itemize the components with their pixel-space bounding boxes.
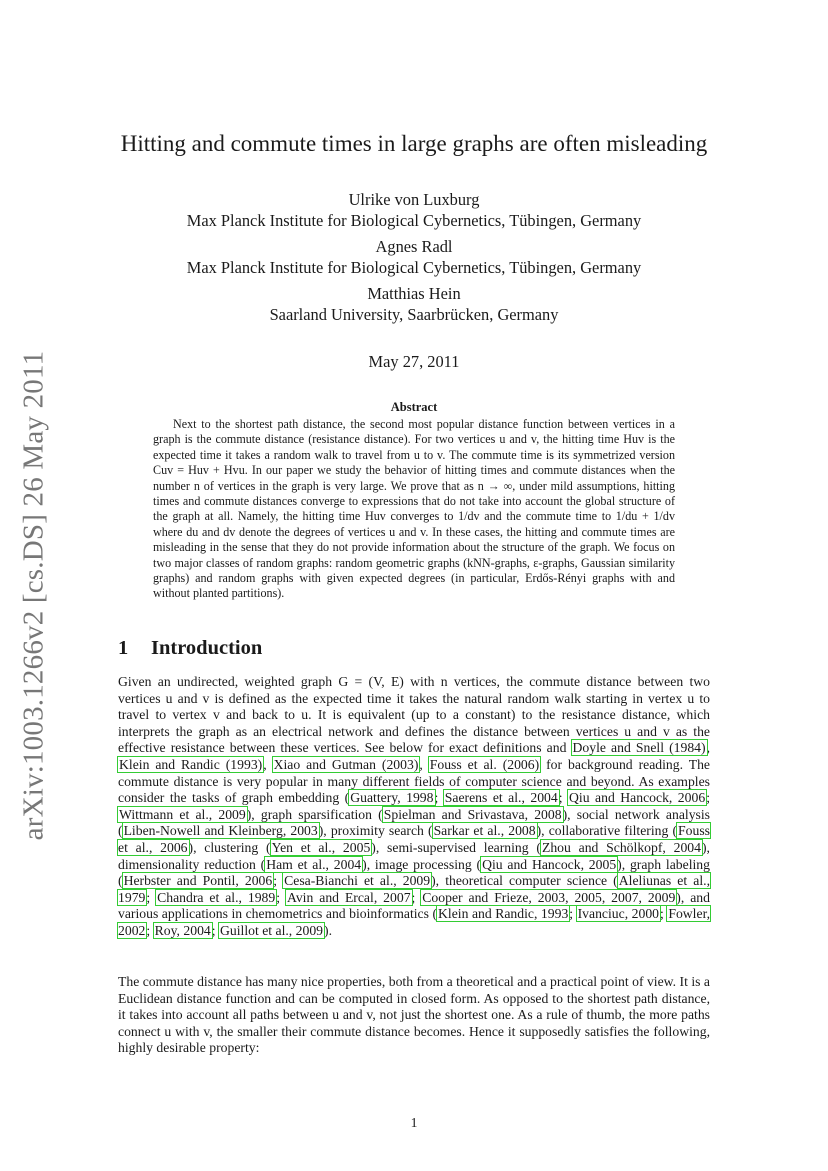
citation-link[interactable]: Aleliunas et al., 1979	[118, 873, 710, 905]
citation-link[interactable]: Yen et al., 2005	[271, 839, 371, 855]
citation-link[interactable]: Saerens et al., 2004	[444, 790, 558, 806]
citation-link[interactable]: Cesa-Bianchi et al., 2009	[284, 873, 431, 889]
citation-link[interactable]: Klein and Randic (1993)	[119, 756, 263, 772]
citation-link[interactable]: Fouss et al. (2006)	[429, 756, 540, 772]
author-name: Ulrike von Luxburg	[348, 190, 480, 209]
publication-date: May 27, 2011	[368, 352, 460, 371]
citation-link[interactable]: Avin and Ercal, 2007	[286, 889, 411, 905]
abstract-heading: Abstract	[390, 400, 438, 414]
section-title: Introduction	[151, 637, 263, 659]
abstract-text: Next to the shortest path distance, the second most popular distance function between vertices in a graph is the commute distance (resistance distance). For two vertices u and v, the hitting time Huv is the expected time it takes a random walk to travel from u to v. The commute time is its symmetrized version Cuv = Huv + Hvu. In our paper we study the behavior of hitting times and commute distances when the number n of vertices in the graph is very large. We prove that as n → ∞, under mild assumptions, hitting times and commute distances converge to expressions that do not take into account the global structure of the graph at all. Namely, the hitting time Huv converges to 1/dv and the commute time to 1/du + 1/dv where du and dv denote the degrees of vertices u and v. In these cases, the hitting and commute times are misleading in the sense that they do not provide information about the structure of the graph. We focus on two major classes of random graphs: random geometric graphs (kNN-graphs, ε-graphs, Gaussian similarity graphs) and random graphs with given expected degrees (in particular, Erdős-Rényi graphs with and without planted partitions).	[153, 417, 675, 601]
author-affiliation: Max Planck Institute for Biological Cybernetics, Tübingen, Germany	[186, 258, 642, 277]
author-1	[118, 189, 710, 231]
paper-title: Hitting and commute times in large graphs are often misleading	[120, 131, 708, 156]
citation-link[interactable]: Cooper and Frieze, 2003, 2005, 2007, 2009	[422, 889, 676, 905]
author-name: Agnes Radl	[375, 237, 453, 256]
author-2	[118, 236, 710, 278]
author-affiliation: Max Planck Institute for Biological Cybernetics, Tübingen, Germany	[186, 211, 642, 230]
citation-link[interactable]: Xiao and Gutman (2003)	[273, 756, 419, 772]
arxiv-identifier-stamp	[4, 350, 64, 840]
citation-link[interactable]: Klein and Randic, 1993	[438, 906, 569, 922]
citation-link[interactable]: Spielman and Srivastava, 2008	[383, 806, 562, 822]
citation-link[interactable]: Ham et al., 2004	[266, 856, 362, 872]
section-heading	[118, 637, 262, 660]
arxiv-identifier-text: arXiv:1003.1266v2 [cs.DS] 26 May 2011	[17, 350, 50, 840]
citation-link[interactable]: Qiu and Hancock, 2005	[482, 856, 617, 872]
citation-link[interactable]: Doyle and Snell (1984)	[572, 740, 706, 756]
section-number: 1	[118, 637, 129, 659]
page-number: 1	[410, 1115, 418, 1130]
intro-paragraph-2: The commute distance has many nice properties, both from a theoretical and a practical point of view. It is a Euclidean distance function and can be computed in closed form. As opposed to the shortest path distance, it takes into account all paths between u and v, not just the shortest one. As a rule of thumb, the more paths connect u with v, the smaller their commute distance becomes. Hence it supposedly satisfies the following, highly desirable property:	[118, 974, 710, 1056]
citation-link[interactable]: Liben-Nowell and Kleinberg, 2003	[123, 823, 318, 839]
citation-link[interactable]: Ivanciuc, 2000	[577, 906, 660, 922]
citation-link[interactable]: Wittmann et al., 2009	[119, 806, 246, 822]
intro-paragraph-1: Given an undirected, weighted graph G = (V, E) with n vertices, the commute distance between two vertices u and v is defined as the expected time it takes the natural random walk starting in vertex u to travel to vertex v and back to u. It is equivalent (up to a constant) to the resistance distance, which interprets the graph as an electrical network and defines the distance between vertices u and v as the effective resistance between these vertices. See below for exact definitions and Doyle and Snell (1984), Klein and Randic (1993), Xiao and Gutman (2003), Fouss et al. (2006) for background reading. The commute distance is very popular in many different fields of computer science and beyond. As examples consider the tasks of graph embedding (Guattery, 1998; Saerens et al., 2004; Qiu and Hancock, 2006; Wittmann et al., 2009), graph sparsification (Spielman and Srivastava, 2008), social network analysis (Liben-Nowell and Kleinberg, 2003), proximity search (Sarkar et al., 2008), collaborative filtering (Fouss et al., 2006), clustering (Yen et al., 2005), semi-supervised learning (Zhou and Schölkopf, 2004), dimensionality reduction (Ham et al., 2004), image processing (Qiu and Hancock, 2005), graph labeling (Herbster and Pontil, 2006; Cesa-Bianchi et al., 2009), theoretical computer science (Aleliunas et al., 1979; Chandra et al., 1989; Avin and Ercal, 2007; Cooper and Frieze, 2003, 2005, 2007, 2009), and various applications in chemometrics and bioinformatics (Klein and Randic, 1993; Ivanciuc, 2000; Fowler, 2002; Roy, 2004; Guillot et al., 2009).	[118, 674, 711, 938]
author-name: Matthias Hein	[367, 284, 461, 303]
citation-link[interactable]: Chandra et al., 1989	[157, 889, 276, 905]
author-affiliation: Saarland University, Saarbrücken, Germany	[269, 305, 559, 324]
citation-link[interactable]: Sarkar et al., 2008	[433, 823, 536, 839]
citation-link[interactable]: Fouss et al., 2006	[118, 823, 710, 855]
citation-link[interactable]: Fowler, 2002	[118, 906, 710, 938]
title-block	[118, 128, 710, 325]
citation-link[interactable]: Roy, 2004	[154, 922, 211, 938]
author-3	[118, 283, 710, 325]
citation-link[interactable]: Guillot et al., 2009	[220, 922, 324, 938]
citation-link[interactable]: Herbster and Pontil, 2006	[123, 873, 273, 889]
citation-link[interactable]: Guattery, 1998	[350, 790, 434, 806]
citation-link[interactable]: Zhou and Schölkopf, 2004	[541, 839, 701, 855]
citation-link[interactable]: Qiu and Hancock, 2006	[569, 790, 706, 806]
